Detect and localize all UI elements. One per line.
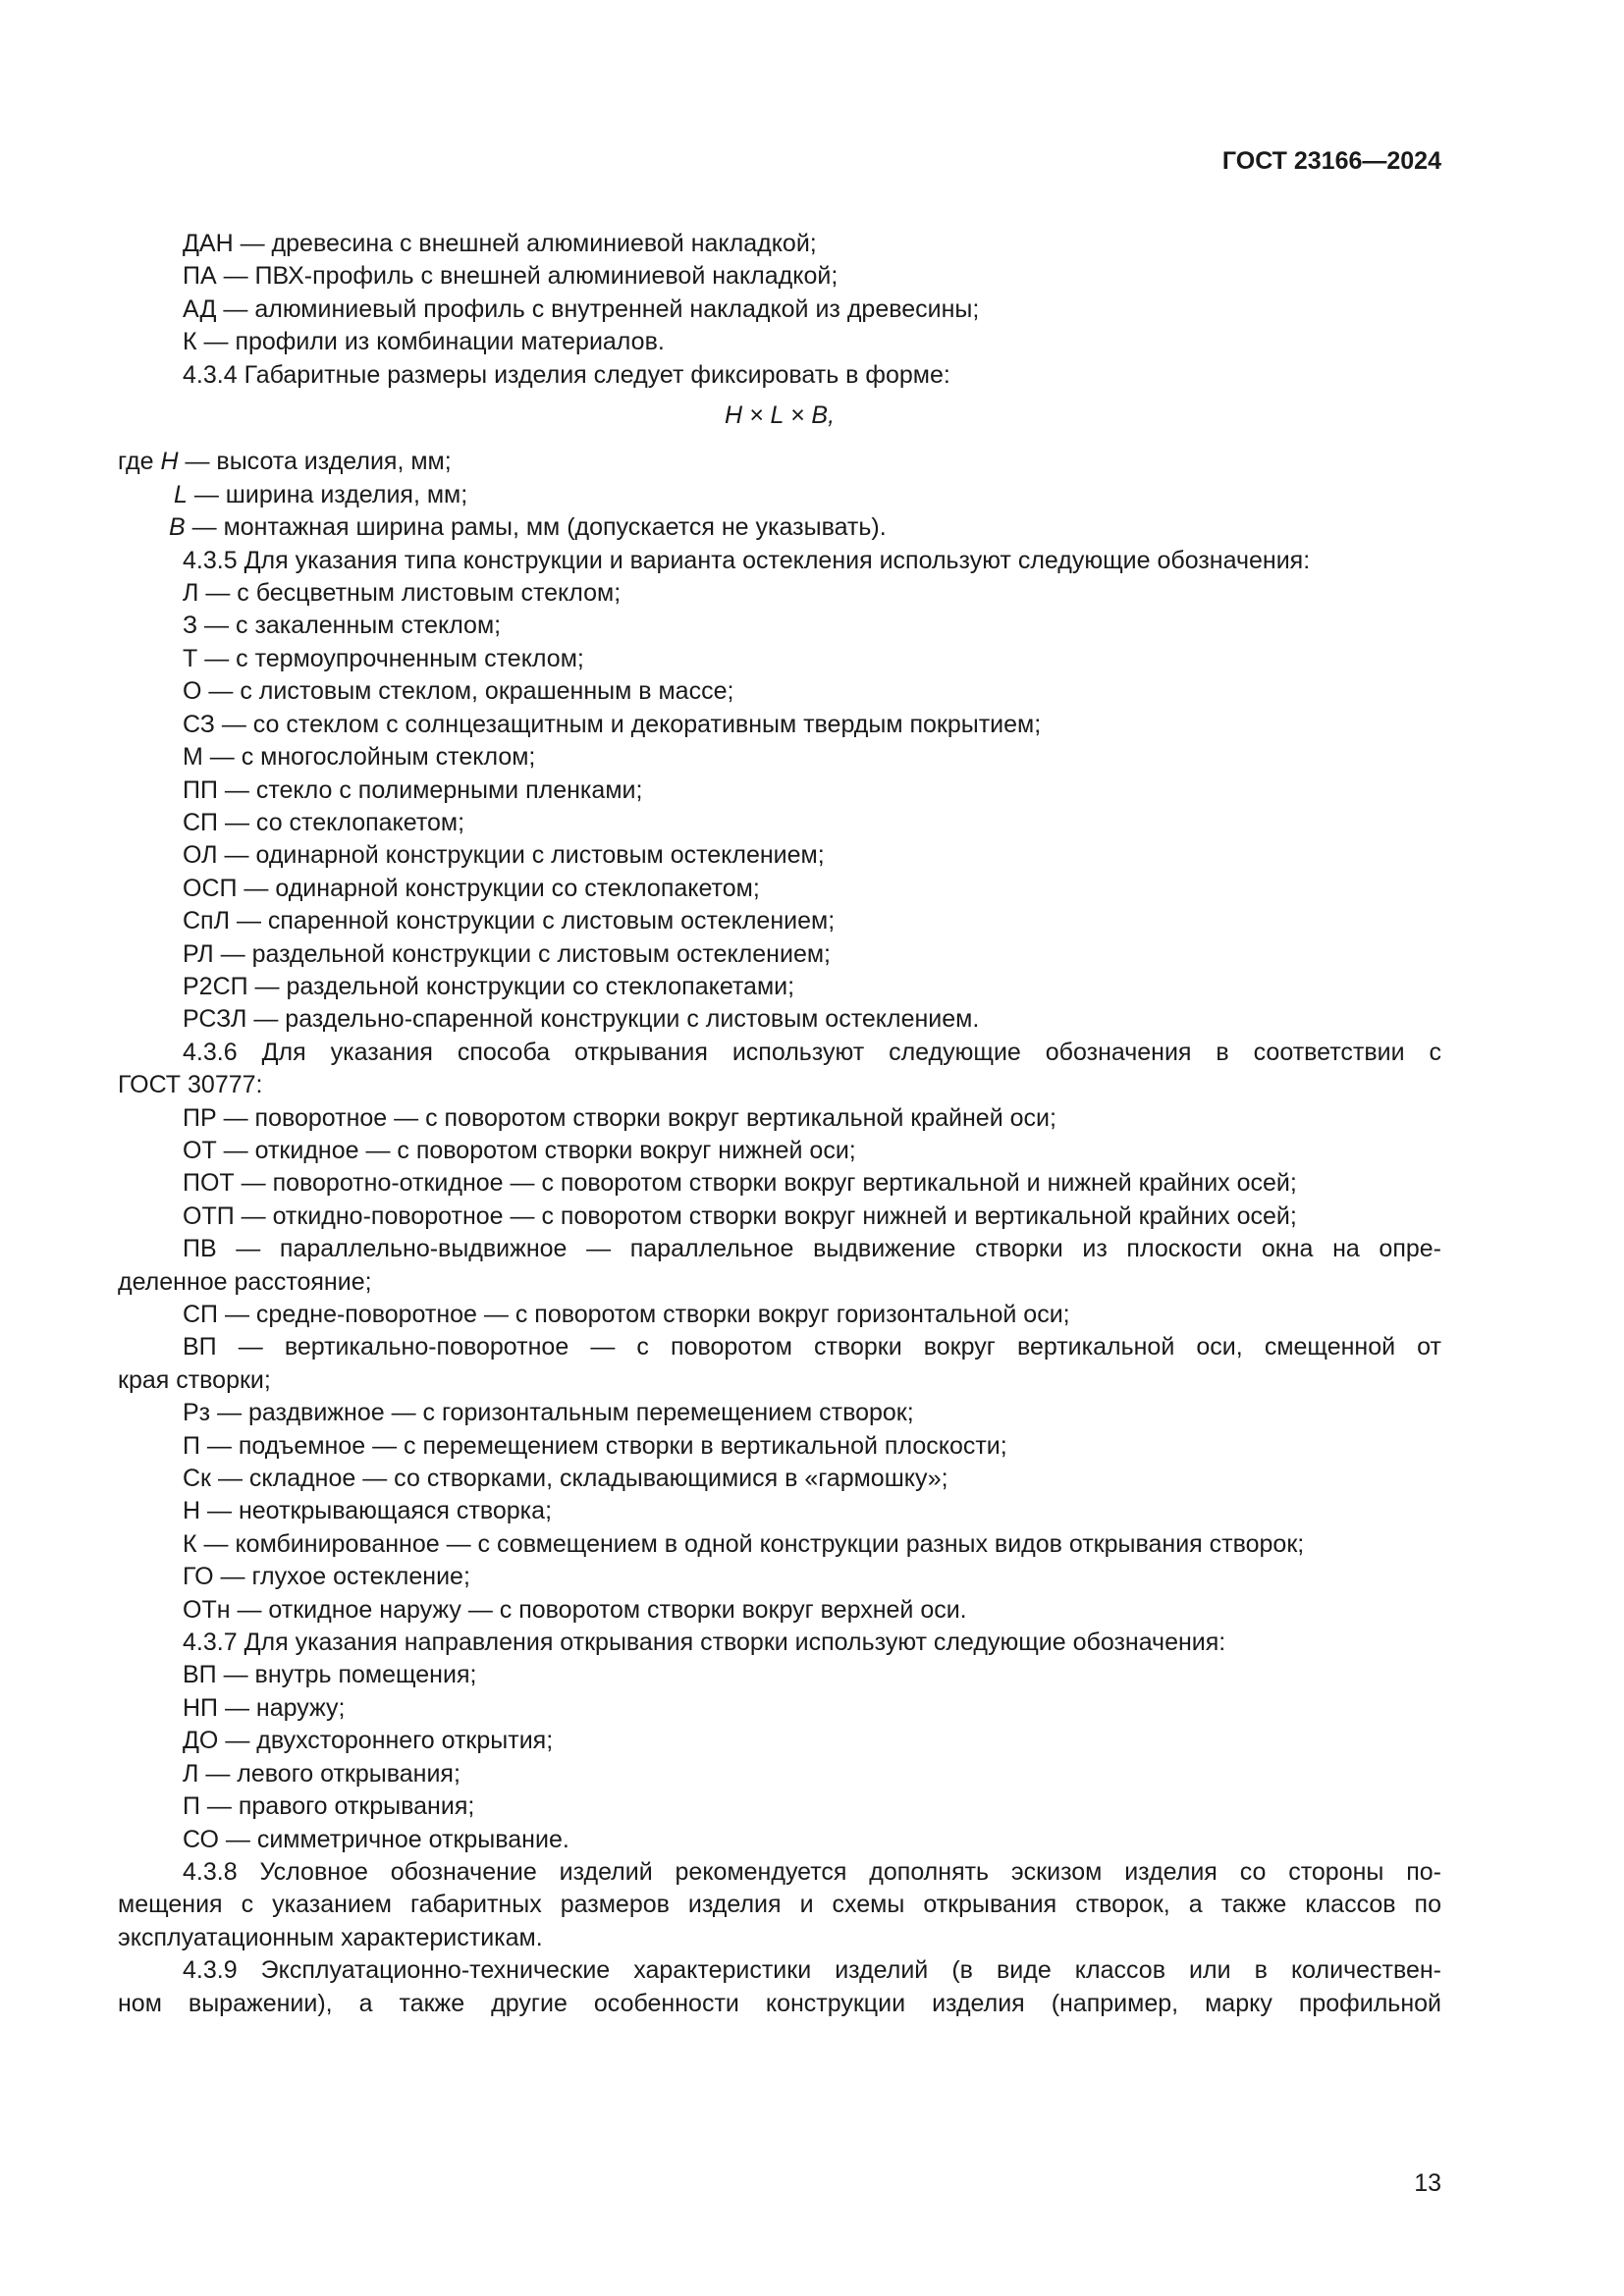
opening-item: К — комбинированное — с совмещением в одной конструкции разных видов открывания створок; (183, 1529, 1305, 1558)
standard-header: ГОСТ 23166—2024 (1221, 147, 1441, 175)
glazing-item: СпЛ — спаренной конструкции с листовым остеклением; (183, 907, 836, 935)
opening-item: Н — неоткрывающаяся створка; (183, 1497, 553, 1525)
clause-number: 4.3.8 (183, 1857, 238, 1886)
glazing-item: СП — со стеклопакетом; (183, 808, 465, 836)
definition-text: — монтажная ширина рамы, мм (допускается не указывать). (185, 513, 887, 542)
material-item: ПА — ПВХ-профиль с внешней алюминиевой накладкой; (183, 262, 839, 291)
document-body (118, 228, 1441, 2020)
where-lead: где (118, 448, 154, 476)
opening-item: ВП — вертикально-поворотное — с поворотом створки вокруг вертикальной оси, смещенной от (183, 1333, 1441, 1362)
section-4-3-9 (118, 1954, 1441, 1987)
section-4-3-8 (118, 1856, 1441, 1889)
clause-continuation: ном выражении), а также другие особенности конструкции изделия (например, марку профильной (118, 1989, 1441, 2017)
clause-text: Для указания типа конструкции и варианта остекления используют следующие обозначения: (244, 546, 1311, 574)
opening-item: ОТн — откидное наружу — с поворотом створки вокруг верхней оси. (183, 1595, 967, 1624)
definition-text: — ширина изделия, мм; (187, 480, 468, 508)
formula-definition (118, 511, 1441, 544)
section-4-3-6 (118, 1037, 1441, 1069)
formula-definition (118, 446, 1441, 478)
clause-number: 4.3.4 (183, 360, 238, 389)
symbol: H (160, 448, 179, 476)
formula-definition (118, 479, 1441, 511)
opening-item: ОТ — откидное — с поворотом створки вокруг нижней оси; (183, 1136, 856, 1164)
clause-continuation: эксплуатационным характеристикам. (118, 1923, 543, 1951)
opening-item: ПР — поворотное — с поворотом створки вокруг вертикальной крайней оси; (183, 1103, 1056, 1132)
clause-text: Условное обозначение изделий рекомендуется дополнять эскизом изделия со стороны по- (259, 1857, 1441, 1886)
glazing-item: СЗ — со стеклом с солнцезащитным и декоративным твердым покрытием; (183, 710, 1042, 738)
page-number: 13 (1414, 2169, 1441, 2197)
dimension-formula: H × L × B, (724, 401, 836, 430)
section-4-3-7 (118, 1627, 1441, 1659)
clause-number: 4.3.9 (183, 1956, 238, 1985)
clause-text: Эксплуатационно-технические характеристики изделий (в виде классов или в количествен- (260, 1956, 1441, 1985)
direction-item: Л — левого открывания; (183, 1759, 460, 1788)
opening-item: Ск — складное — со створками, складывающимися в «гармошку»; (183, 1465, 948, 1493)
opening-item: ГО — глухое остекление; (183, 1563, 470, 1591)
glazing-item: РЛ — раздельной конструкции с листовым остеклением; (183, 939, 831, 968)
glazing-item: Т — с термоупрочненным стеклом; (183, 644, 584, 672)
clause-continuation: ГОСТ 30777: (118, 1071, 263, 1099)
clause-text: Габаритные размеры изделия следует фиксировать в форме: (244, 360, 950, 389)
definition-text: — высота изделия, мм; (178, 448, 452, 476)
symbol: L (174, 480, 188, 508)
direction-item: ВП — внутрь помещения; (183, 1661, 477, 1689)
glazing-item: ПП — стекло с полимерными пленками; (183, 775, 643, 804)
clause-text: Для указания направления открывания створки используют следующие обозначения: (244, 1629, 1226, 1657)
opening-item: СП — средне-поворотное — с поворотом створки вокруг горизонтальной оси; (183, 1301, 1070, 1328)
opening-item-continuation: края створки; (118, 1365, 271, 1394)
opening-item: Рз — раздвижное — с горизонтальным перемещением створок; (183, 1399, 914, 1427)
clause-text: Для указания способа открывания используют следующие обозначения в соответствии с (261, 1038, 1442, 1066)
glazing-item: РСЗЛ — раздельно-спаренной конструкции с листовым остеклением. (183, 1005, 980, 1034)
glazing-item: М — с многослойным стеклом; (183, 743, 536, 772)
glazing-item: О — с листовым стеклом, окрашенным в массе; (183, 677, 734, 706)
glazing-item: Л — с бесцветным листовым стеклом; (183, 579, 622, 608)
clause-number: 4.3.7 (183, 1629, 238, 1657)
material-item: ДАН — древесина с внешней алюминиевой накладкой; (183, 230, 817, 257)
clause-continuation: мещения с указанием габаритных размеров изделия и схемы открывания створок, а также классов по (118, 1891, 1441, 1919)
clause-number: 4.3.6 (183, 1038, 238, 1066)
direction-item: П — правого открывания; (183, 1792, 475, 1821)
clause-number: 4.3.5 (183, 546, 238, 574)
section-4-3-4 (118, 359, 1441, 392)
section-4-3-5 (118, 545, 1441, 577)
opening-item-continuation: деленное расстояние; (118, 1267, 372, 1296)
direction-item: СО — симметричное открывание. (183, 1825, 569, 1853)
glazing-item: З — с закаленным стеклом; (183, 612, 502, 640)
symbol: B (169, 513, 186, 542)
opening-item: П — подъемное — с перемещением створки в вертикальной плоскости; (183, 1431, 1007, 1460)
direction-item: НП — наружу; (183, 1693, 346, 1722)
glazing-item: ОСП — одинарной конструкции со стеклопакетом; (183, 874, 760, 902)
direction-item: ДО — двухстороннего открытия; (183, 1727, 554, 1755)
glazing-item: ОЛ — одинарной конструкции с листовым остеклением; (183, 841, 825, 870)
material-item: АД — алюминиевый профиль с внутренней накладкой из древесины; (183, 294, 980, 323)
glazing-item: Р2СП — раздельной конструкции со стеклопакетами; (183, 972, 795, 1000)
opening-item: ПВ — параллельно-выдвижное — параллельное выдвижение створки из плоскости окна на опре- (183, 1235, 1441, 1263)
opening-item: ОТП — откидно-поворотное — с поворотом створки вокруг нижней и вертикальной крайних осей; (183, 1201, 1297, 1230)
opening-item: ПОТ — поворотно-откидное — с поворотом створки вокруг вертикальной и нижней крайних осей; (183, 1169, 1297, 1198)
material-item: К — профили из комбинации материалов. (183, 328, 665, 356)
